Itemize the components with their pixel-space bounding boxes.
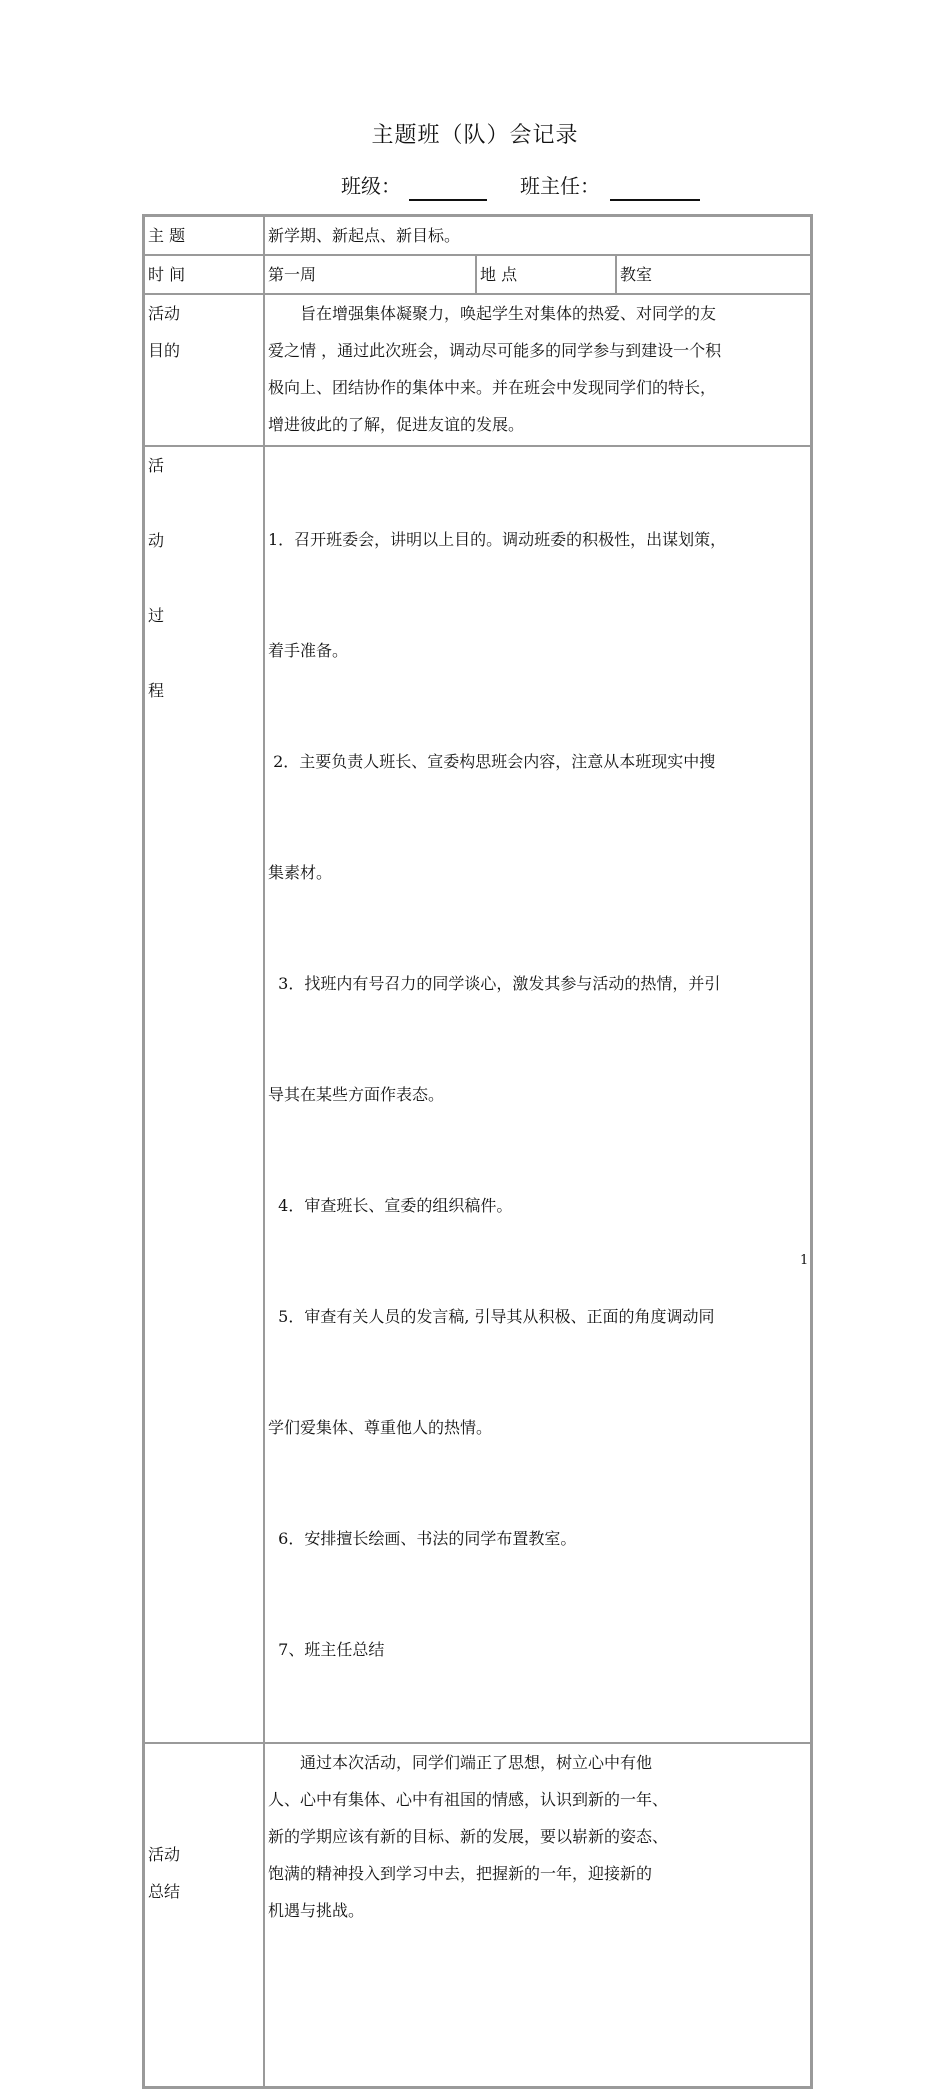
theme-value: 新学期、新起点、新目标。: [264, 216, 811, 255]
time-value: 第一周: [264, 255, 476, 294]
process-label-char: 程: [148, 681, 165, 700]
summary-line: 人、心中有集体、心中有祖国的情感，认识到新的一年、: [268, 1790, 669, 1809]
place-label: 地 点: [476, 255, 616, 294]
process-line: 着手准备。: [268, 641, 349, 660]
summary-label: [144, 1743, 264, 2087]
process-line: 学们爱集体、尊重他人的热情。: [268, 1418, 493, 1437]
process-label-char: 动: [148, 531, 165, 550]
class-blank: [409, 199, 487, 201]
time-label: 时 间: [144, 255, 264, 294]
process-line: 7、班主任总结: [268, 1640, 385, 1659]
place-value: 教室: [616, 255, 811, 294]
process-line: 6．安排擅长绘画、书法的同学布置教室。: [268, 1529, 577, 1548]
summary-line: 机遇与挑战。: [268, 1901, 365, 1920]
summary-label-line: 活动: [148, 1845, 181, 1864]
purpose-line: 爱之情 ，通过此次班会，调动尽可能多的同学参与到建设一个积: [268, 341, 722, 360]
process-label-char: 活: [148, 456, 165, 475]
process-label: [144, 446, 264, 1743]
process-text: [264, 446, 811, 1743]
purpose-label-line: 目的: [148, 341, 181, 360]
class-label: 班级：: [341, 174, 401, 198]
purpose-row: [144, 294, 811, 446]
purpose-line: 增进彼此的了解，促进友谊的发展。: [268, 415, 525, 434]
process-line: 2．主要负责人班长、宣委构思班会内容，注意从本班现实中搜: [268, 752, 716, 771]
purpose-label-line: 活动: [148, 304, 181, 323]
process-label-char: 过: [148, 606, 165, 625]
summary-line: 新的学期应该有新的目标、新的发展，要以崭新的姿态、: [268, 1827, 669, 1846]
purpose-label: [144, 294, 264, 446]
theme-row: [144, 216, 811, 255]
process-row: [144, 446, 811, 1743]
purpose-line: 极向上、团结协作的集体中来。并在班会中发现同学们的特长，: [268, 378, 717, 397]
process-line: 集素材。: [268, 863, 333, 882]
purpose-line: 旨在增强集体凝聚力，唤起学生对集体的热爱、对同学的友: [300, 304, 717, 323]
process-line: 导其在某些方面作表态。: [268, 1085, 445, 1104]
summary-row: [144, 1743, 811, 2087]
teacher-label: 班主任：: [520, 174, 600, 198]
record-table: [142, 214, 813, 2089]
page-title: 主题班（队）会记录: [371, 123, 579, 148]
process-line: 3．找班内有号召力的同学谈心，激发其参与活动的热情，并引: [268, 974, 721, 993]
theme-label: 主 题: [144, 216, 264, 255]
teacher-blank: [610, 199, 700, 201]
process-line: 1．召开班委会，讲明以上目的。调动班委的积极性，出谋划策，: [268, 530, 727, 549]
page-number: 1: [800, 1253, 809, 1268]
purpose-text: [264, 294, 811, 446]
summary-line: 通过本次活动，同学们端正了思想，树立心中有他: [300, 1753, 653, 1772]
time-row: [144, 255, 811, 294]
process-line: 4．审查班长、宣委的组织稿件。: [268, 1196, 513, 1215]
summary-label-line: 总结: [148, 1882, 181, 1901]
summary-text: [264, 1743, 811, 2087]
process-line: 5．审查有关人员的发言稿, 引导其从积极、正面的角度调动同: [268, 1307, 715, 1326]
summary-line: 饱满的精神投入到学习中去，把握新的一年，迎接新的: [268, 1864, 653, 1883]
